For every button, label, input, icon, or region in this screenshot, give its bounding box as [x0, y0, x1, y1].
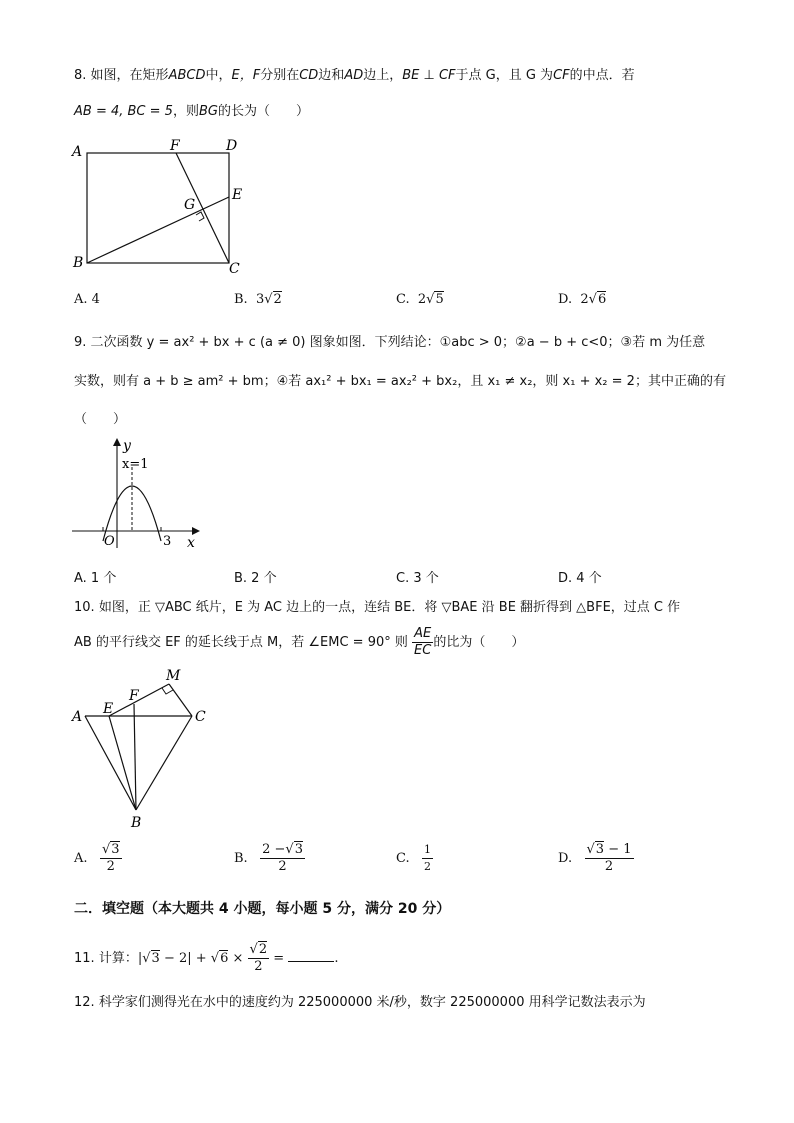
- option-key: D.: [558, 292, 573, 307]
- option-coef: 2: [417, 292, 427, 307]
- q10-option-a: [74, 842, 122, 875]
- num-pre: 2 −: [262, 842, 286, 857]
- q8-text: 如图，在矩形: [90, 68, 169, 83]
- frac-num: 2 −√3: [262, 842, 303, 857]
- q12-stem: [74, 993, 734, 1013]
- q10-figure: [70, 664, 230, 834]
- q8-text: 分别在: [260, 68, 300, 83]
- q11-number: 11.: [74, 951, 95, 966]
- option-fraction: [100, 842, 122, 875]
- q10-text: 如图，正 ▽ABC 纸片，E 为 AC 边上的一点，连结 BE．将 ▽BAE 沿 BE 翻折得到 △BFE，过点 C 作: [98, 600, 681, 615]
- q9-x-arrow: [192, 527, 200, 535]
- radicand: 3: [111, 842, 120, 857]
- option-key: B.: [234, 292, 248, 307]
- frac-num: √3: [101, 842, 120, 857]
- q11-expr: − 2| +: [163, 951, 207, 966]
- radicand: 3: [294, 842, 303, 857]
- q10-line-em: [109, 684, 169, 716]
- q8-option-b: B. 3√2: [234, 292, 282, 307]
- option-key: C.: [396, 292, 410, 307]
- q8-text: 中，: [205, 68, 232, 83]
- q8-text: 的中点．若: [569, 68, 635, 83]
- q8-label-a: A: [72, 144, 83, 160]
- q10-number: 10.: [74, 600, 95, 615]
- q10-label-f: F: [129, 688, 139, 704]
- q9-label-origin: O: [104, 534, 115, 549]
- num-post: − 1: [608, 842, 632, 857]
- option-coef: 2: [580, 292, 589, 307]
- option-key: D.: [558, 851, 573, 866]
- q10-label-e: E: [103, 701, 114, 717]
- q8-label-b: B: [73, 255, 84, 271]
- option-coef: 3: [255, 292, 265, 307]
- q8-right-angle: [196, 212, 204, 221]
- q10-label-c: C: [195, 709, 206, 725]
- q10-right-angle: [162, 688, 173, 694]
- q9-text: 二次函数 y = ax² + bx + c (a ≠ 0) 图象如图．下列结论：①abc > 0；②a − b + c<0；③若 m 为任意: [90, 335, 706, 350]
- q11-period: .: [334, 951, 339, 966]
- q11-radicand-1: 3: [151, 951, 160, 966]
- q8-number: 8.: [74, 68, 87, 83]
- option-key: A.: [74, 851, 88, 866]
- option-fraction: [422, 842, 433, 875]
- q8-label-e: E: [232, 187, 243, 203]
- q10-option-c: [396, 842, 433, 875]
- option-fraction: [585, 842, 634, 875]
- q9-option-a: A. 1 个: [74, 571, 117, 586]
- q9-brackets: （ ）: [74, 412, 127, 427]
- frac-num: 1: [422, 842, 433, 859]
- q8-stem-line1: [74, 66, 734, 86]
- q8-label-c: C: [229, 261, 240, 277]
- frac-num: √3 − 1: [586, 842, 632, 857]
- option-value: 4: [91, 292, 100, 307]
- q8-text: 边和: [318, 68, 345, 83]
- q10-fraction: [412, 626, 433, 659]
- q11-radicand-2: 6: [220, 951, 229, 966]
- q11-times: ×: [232, 951, 244, 966]
- option-key: B.: [234, 851, 248, 866]
- q8-rectangle: [87, 153, 229, 263]
- q9-option-c: C. 3 个: [396, 571, 439, 586]
- radicand: 3: [595, 842, 605, 857]
- option-radicand: 6: [597, 292, 607, 307]
- option-fraction: [260, 842, 305, 875]
- q11-text: 计算：: [98, 951, 138, 966]
- q11-stem: 11. 计算：|√3 − 2| + √6 × $\frac{√2}{2}$ = .: [74, 942, 339, 974]
- q11-fraction: [248, 942, 270, 975]
- q10-line-bf: [134, 704, 136, 810]
- q10-frac-num: AE: [412, 626, 433, 643]
- q8-option-c: C. 2√5: [396, 292, 444, 307]
- q10-text: AB 的平行线交 EF 的延长线于点 M，若 ∠EMC = 90° 则: [74, 635, 408, 650]
- q9-stem-line2: [74, 372, 734, 392]
- q8-points: E，F: [231, 68, 261, 83]
- q9-stem-line3: [74, 410, 734, 430]
- q10-label-a: A: [72, 709, 83, 725]
- q10-option-d: [558, 842, 634, 875]
- q12-text: 科学家们测得光在水中的速度约为 225000000 米/秒，数字 225000000 用科学记数法表示为: [98, 995, 646, 1010]
- frac-den: 2: [278, 859, 287, 874]
- q10-label-m: M: [166, 668, 181, 684]
- option-radicand: 2: [273, 292, 282, 307]
- q9-label-x: x: [187, 535, 195, 551]
- q8-text: 边上，: [363, 68, 403, 83]
- q8-option-a: [74, 292, 100, 307]
- q8-perp: BE ⊥ CF: [402, 68, 456, 83]
- q11-abs-open: |: [137, 951, 143, 966]
- q8-line-be: [87, 197, 229, 263]
- q9-option-b: B. 2 个: [234, 571, 277, 586]
- q11-frac-den: 2: [254, 959, 263, 974]
- q11-answer-blank[interactable]: [288, 949, 334, 962]
- q9-number: 9.: [74, 335, 87, 350]
- q8-cd: CD: [299, 68, 319, 83]
- q9-label-y: y: [123, 438, 131, 454]
- q10-line-be: [109, 716, 136, 810]
- option-key: A.: [74, 292, 88, 307]
- q10-option-b: [234, 842, 305, 875]
- q11-equals: =: [273, 951, 285, 966]
- q10-line-cb: [136, 716, 192, 810]
- q9-text: 实数，则有 a + b ≥ am² + bm；④若 ax₁² + bx₁ = ax₂² + bx₂，且 x₁ ≠ x₂，则 x₁ + x₂ = 2；其中正确的有: [74, 374, 726, 389]
- q9-stem-line1: [74, 333, 734, 353]
- q8-label-g: G: [184, 197, 196, 213]
- frac-den: 2: [604, 859, 614, 874]
- q9-label-axis: x=1: [122, 457, 149, 472]
- q8-label-d: D: [226, 138, 238, 154]
- q10-text: 的比为（ ）: [433, 635, 525, 650]
- q8-text: ，则: [172, 104, 199, 119]
- q10-line-mc: [169, 684, 192, 716]
- q8-bg: BG: [198, 104, 218, 119]
- q9-y-arrow: [113, 438, 121, 446]
- q11-frac-radicand: 2: [258, 942, 268, 957]
- q8-text: 的长为（ ）: [217, 104, 309, 119]
- q8-cf: CF: [553, 68, 570, 83]
- option-radicand: 5: [435, 292, 444, 307]
- q10-frac-den: EC: [414, 643, 432, 658]
- q8-figure: [70, 136, 250, 276]
- frac-den: 2: [424, 860, 432, 873]
- q10-stem-line2: [74, 626, 734, 660]
- q8-given: AB = 4, BC = 5: [74, 104, 173, 119]
- q12-number: 12.: [74, 995, 95, 1010]
- q9-graph: [70, 436, 210, 552]
- q10-line-ab: [85, 716, 136, 810]
- q10-stem-line1: [74, 598, 734, 618]
- section-heading: 二．填空题（本大题共 4 小题，每小题 5 分，满分 20 分）: [74, 901, 451, 917]
- q8-text: 于点 G，且 G 为: [455, 68, 554, 83]
- q10-label-b: B: [131, 815, 142, 831]
- q8-stem-line2: [74, 102, 734, 122]
- q9-label-three: 3: [163, 534, 172, 549]
- q11-frac-num: √2: [249, 942, 268, 957]
- frac-den: 2: [106, 859, 115, 874]
- q8-label-f: F: [170, 138, 180, 154]
- option-key: C.: [396, 851, 410, 866]
- q8-ad: AD: [344, 68, 364, 83]
- q8-option-d: D. 2√6: [558, 292, 607, 307]
- q9-option-d: D. 4 个: [558, 571, 602, 586]
- q8-rect: ABCD: [168, 68, 206, 83]
